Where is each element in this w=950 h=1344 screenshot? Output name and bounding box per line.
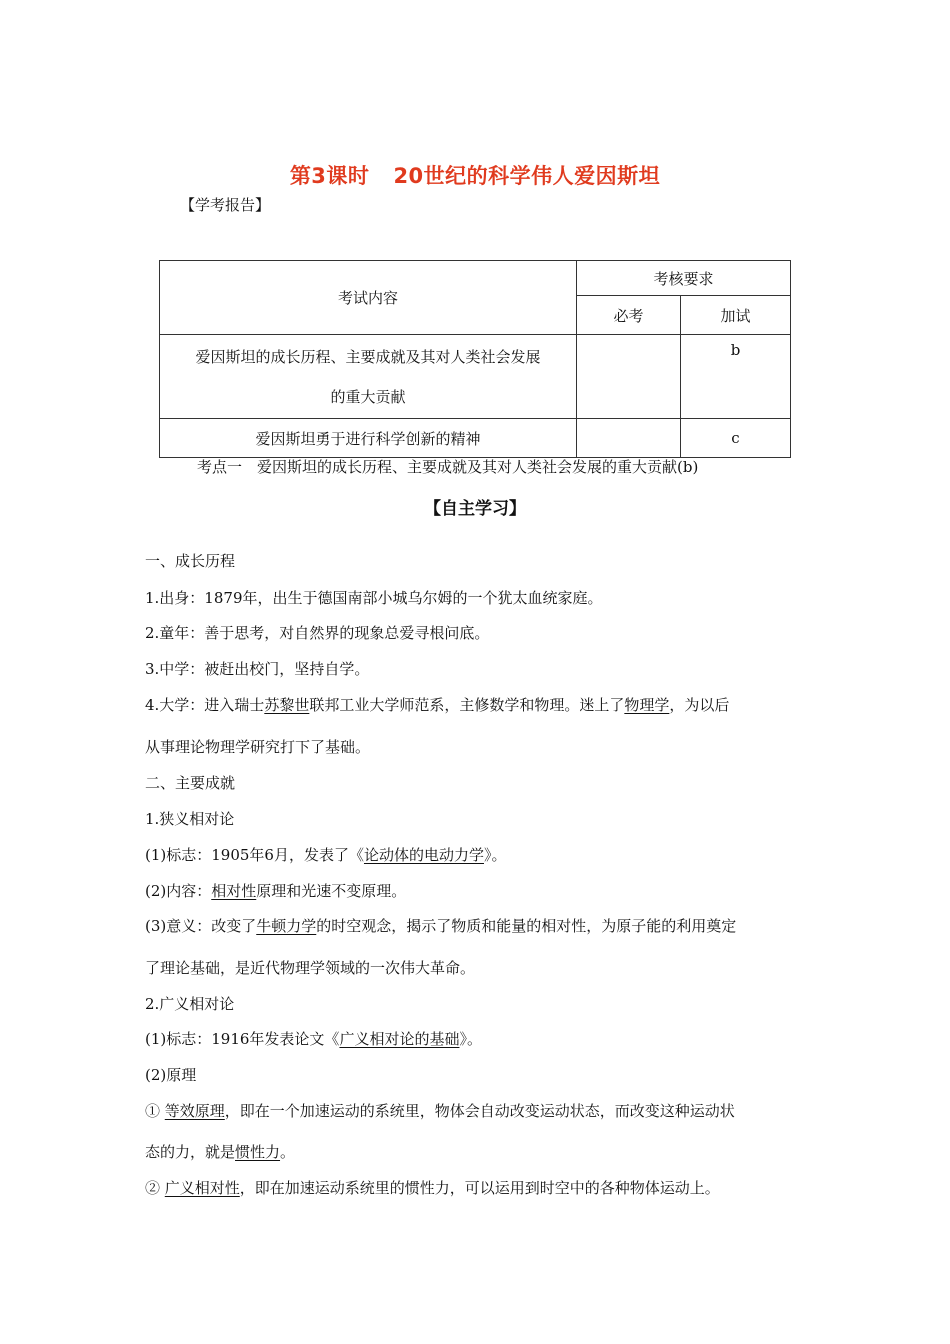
general-relativity-mark: (1)标志：1916年发表论文《广义相对论的基础》。 <box>145 1030 482 1048</box>
lesson-topic: 20世纪的科学伟人爱因斯坦 <box>393 164 661 188</box>
row-content: 爱因斯坦的成长历程、主要成就及其对人类社会发展 的重大贡献 <box>160 335 577 419</box>
growth-heading: 一、成长历程 <box>145 552 236 570</box>
equivalence-principle-cont: 态的力，就是惯性力。 <box>145 1143 296 1161</box>
special-relativity-title: 1.狭义相对论 <box>145 810 235 828</box>
growth-item-university-cont: 从事理论物理学研究打下了基础。 <box>145 738 371 756</box>
general-relativity-principle: (2)原理 <box>145 1066 197 1084</box>
table-row <box>160 335 791 419</box>
table-row <box>160 419 791 458</box>
row-extra: c <box>681 419 791 458</box>
row-required <box>577 419 681 458</box>
special-relativity-mark: (1)标志：1905年6月，发表了《论动体的电动力学》。 <box>145 846 507 864</box>
report-label: 【学考报告】 <box>180 196 271 214</box>
special-relativity-meaning: (3)意义：改变了牛顿力学的时空观念，揭示了物质和能量的相对性，为原子能的利用奠定 <box>145 917 737 935</box>
growth-item-school: 3.中学：被赶出校门，坚持自学。 <box>145 660 370 678</box>
row-extra: b <box>681 335 791 419</box>
growth-item-childhood: 2.童年：善于思考，对自然界的现象总爱寻根问底。 <box>145 624 490 642</box>
special-relativity-content: (2)内容：相对性原理和光速不变原理。 <box>145 882 407 900</box>
growth-item-university: 4.大学：进入瑞士苏黎世联邦工业大学师范系，主修数学和物理。迷上了物理学，为以后 <box>145 696 730 714</box>
header-requirements: 考核要求 <box>577 261 791 296</box>
general-relativity-title: 2.广义相对论 <box>145 995 235 1013</box>
page-title <box>0 160 950 190</box>
exam-point: 考点一 爱因斯坦的成长历程、主要成就及其对人类社会发展的重大贡献(b) <box>197 458 699 476</box>
row-required <box>577 335 681 419</box>
special-relativity-meaning-cont: 了理论基础，是近代物理学领域的一次伟大革命。 <box>145 959 476 977</box>
requirements-table <box>159 260 791 458</box>
achievements-heading: 二、主要成就 <box>145 774 236 792</box>
header-content: 考试内容 <box>160 261 577 335</box>
general-relativity-item: ② 广义相对性，即在加速运动系统里的惯性力，可以运用到时空中的各种物体运动上。 <box>145 1179 720 1197</box>
equivalence-principle: ① 等效原理，即在一个加速运动的系统里，物体会自动改变运动状态，而改变这种运动状 <box>145 1102 735 1120</box>
lesson-number: 第3课时 <box>289 164 370 188</box>
table-header-row <box>160 261 791 296</box>
row-content: 爱因斯坦勇于进行科学创新的精神 <box>160 419 577 458</box>
header-required: 必考 <box>577 296 681 335</box>
section-title: 【自主学习】 <box>424 499 526 519</box>
growth-item-birth: 1.出身：1879年，出生于德国南部小城乌尔姆的一个犹太血统家庭。 <box>145 589 603 607</box>
header-extra: 加试 <box>681 296 791 335</box>
